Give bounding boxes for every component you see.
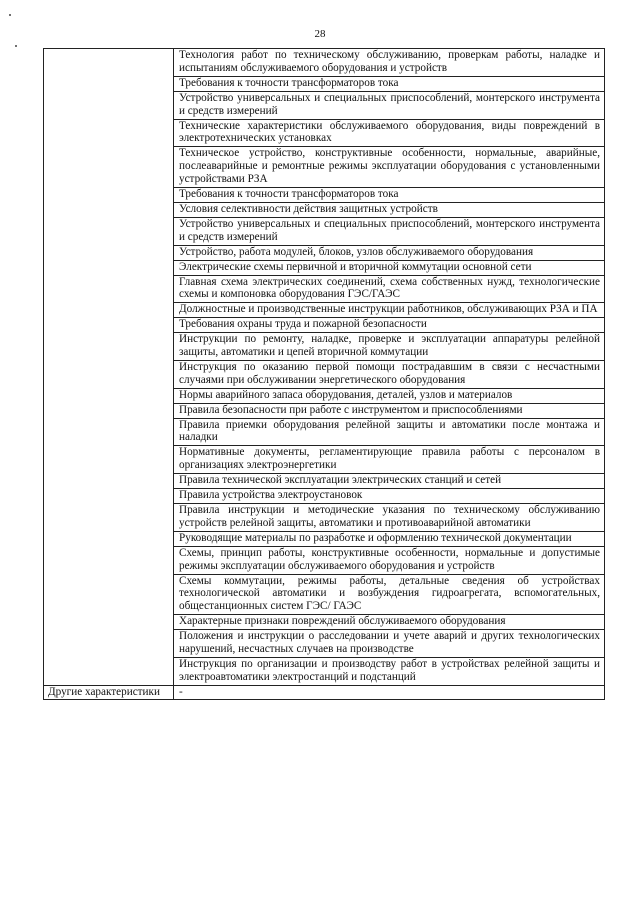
list-item: Требования к точности трансформаторов тока [174,188,604,203]
other-value-cell [174,685,605,699]
list-item: Схемы коммутации, режимы работы, детальные сведения об устройствах технологической автоматики и возбуждения гидроагрегата, вспомогательных, общестанционных систем ГЭС/ ГАЭС [174,575,604,616]
list-item: Требования охраны труда и пожарной безопасности [174,318,604,333]
list-item: Условия селективности действия защитных устройств [174,203,604,218]
empty-label-cell [44,49,174,686]
list-item: Инструкции по ремонту, наладке, проверке и эксплуатации аппаратуры релейной защиты, автоматики и цепей вторичной коммутации [174,333,604,361]
list-item: Главная схема электрических соединений, схема собственных нужд, технологические схемы и компоновка оборудования ГЭС/ГАЭС [174,276,604,304]
list-item: Должностные и производственные инструкции работников, обслуживающих РЗА и ПА [174,303,604,318]
list-item: Правила безопасности при работе с инструментом и приспособлениями [174,404,604,419]
list-item: Устройство, работа модулей, блоков, узлов обслуживаемого оборудования [174,246,604,261]
scan-speck [15,45,17,47]
other-label-cell [44,685,174,699]
list-item: Правила устройства электроустановок [174,489,604,504]
other-characteristics-label: Другие характеристики [48,685,160,698]
list-item: Правила инструкции и методические указания по техническому обслуживанию устройств релейной защиты, автоматики и противоаварийной автоматики [174,504,604,532]
list-item: Устройство универсальных и специальных приспособлений, монтерского инструмента и средств измерений [174,92,604,120]
table-row [44,49,605,686]
list-item: Инструкция по оказанию первой помощи пострадавшим в связи с несчастными случаями при обслуживании энергетического оборудования [174,361,604,389]
list-item: Положения и инструкции о расследовании и учете аварий и других технологических нарушений, несчастных случаев на производстве [174,630,604,658]
list-item: Нормы аварийного запаса оборудования, деталей, узлов и материалов [174,389,604,404]
list-item: Руководящие материалы по разработке и оформлению технической документации [174,532,604,547]
scan-speck [9,14,11,16]
requirements-table [43,48,605,700]
list-item: Технология работ по техническому обслуживанию, проверкам работы, наладке и испытаниям обслуживаемого оборудования и устройств [174,49,604,77]
list-item: Нормативные документы, регламентирующие правила работы с персоналом в организациях электроэнергетики [174,446,604,474]
other-characteristics-value: - [179,685,183,698]
list-item: Требования к точности трансформаторов тока [174,77,604,92]
list-item: Правила приемки оборудования релейной защиты и автоматики после монтажа и наладки [174,419,604,447]
list-item: Техническое устройство, конструктивные особенности, нормальные, аварийные, послеаварийные и ремонтные режимы эксплуатации оборудования с установленными устройствами РЗА [174,147,604,188]
list-item: Правила технической эксплуатации электрических станций и сетей [174,474,604,489]
requirements-cell [174,49,605,686]
list-item: Устройство универсальных и специальных приспособлений, монтерского инструмента и средств измерений [174,218,604,246]
requirements-list [179,49,600,685]
list-item: Характерные признаки повреждений обслуживаемого оборудования [174,615,604,630]
list-item: Инструкция по организации и производству работ в устройствах релейной защиты и электроавтоматики электростанций и подстанций [179,657,600,683]
page-number: 28 [314,28,326,40]
table-row [44,685,605,699]
list-item: Схемы, принцип работы, конструктивные особенности, нормальные и допустимые режимы эксплуатации обслуживаемого оборудования и устройств [174,547,604,575]
list-item: Технические характеристики обслуживаемого оборудования, виды повреждений в электротехнических установках [174,120,604,148]
list-item: Электрические схемы первичной и вторичной коммутации основной сети [174,261,604,276]
